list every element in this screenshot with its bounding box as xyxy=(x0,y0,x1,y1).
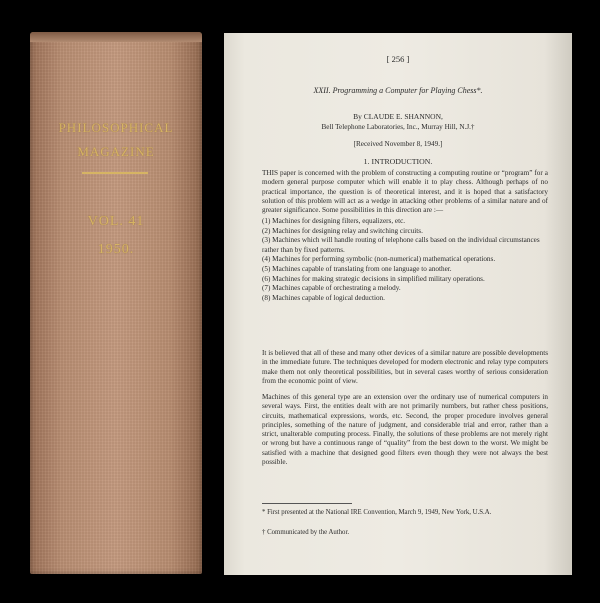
paragraph-extension: Machines of this general type are an extension over the ordinary use of numerical computers in several ways. First, the entities dealt with are not primarily numbers, but rather chess positions, circuits, mathematical expressions, words, etc. Second, the proper procedure involves general principles, something of the nature of judgment, and considerable trial and error, rather than a strict, unalterable computing process. Finally, the solutions of these problems are not merely right or wrong but have a continuous range of “quality” from the best down to the worst. We might be satisfied with a machine that designed good filters even though they were not always the best possible. xyxy=(262,393,548,467)
spine-volume: VOL. 41 xyxy=(87,214,145,229)
spine-title-line2: MAGAZINE xyxy=(77,144,155,159)
paragraph-developments: It is believed that all of these and many other devices of a similar nature are possible developments in the immediate future. The techniques developed for modern electronic and relay type computers make them not only theoretical possibilities, but in several cases worthy of serious consideration from the economic point of view. xyxy=(262,349,548,385)
list-item: (4) Machines for performing symbolic (non-numerical) mathematical operations. xyxy=(262,255,496,264)
list-item: (1) Machines for designing filters, equalizers, etc. xyxy=(262,217,406,225)
list-item: (7) Machines capable of orchestrating a melody. xyxy=(262,284,401,293)
page-number: [ 256 ] xyxy=(386,54,410,64)
list-item: (2) Machines for designing relay and switching circuits. xyxy=(262,226,423,235)
list-item: (8) Machines capable of logical deduction. xyxy=(262,293,385,302)
machines-list xyxy=(262,217,548,303)
footnote-communicated: † Communicated by the Author. xyxy=(262,529,350,536)
list-item: (3) Machines which will handle routing of telephone calls based on the individual circumstances rather than by fixed patterns. xyxy=(262,236,540,254)
paragraph-intro: THIS paper is concerned with the problem of constructing a computing routine or “program” for a modern general purpose computer which will enable it to play chess. Although perhaps of no practical importance, the question is of theoretical interest, and it is hoped that a satisfactory solution of this problem will act as a wedge in attacking other problems of a similar nature and of greater significance. Some possibilities in this direction are :— xyxy=(262,169,548,215)
list-item: (6) Machines for making strategic decisions in simplified military operations. xyxy=(262,274,485,283)
footnote-presented: * First presented at the National IRE Convention, March 9, 1949, New York, U.S.A. xyxy=(262,509,492,516)
spine-headcap xyxy=(30,32,202,42)
article-page xyxy=(224,33,572,575)
article-title: XXII. Programming a Computer for Playing Chess*. xyxy=(313,86,483,95)
spine-year: 1950. xyxy=(97,242,135,257)
author-byline: By CLAUDE E. SHANNON, xyxy=(353,112,443,121)
spine-title-line1: PHILOSOPHICAL xyxy=(58,120,174,135)
list-item: (5) Machines capable of translating from one language to another. xyxy=(262,264,452,273)
book-spine xyxy=(30,32,202,574)
author-affiliation: Bell Telephone Laboratories, Inc., Murray Hill, N.J.† xyxy=(321,123,475,131)
spine-gold-rule xyxy=(82,172,148,174)
section-heading: 1. INTRODUCTION. xyxy=(363,157,433,166)
received-date: [Received November 8, 1949.] xyxy=(353,140,443,148)
footnote-divider xyxy=(262,503,352,504)
